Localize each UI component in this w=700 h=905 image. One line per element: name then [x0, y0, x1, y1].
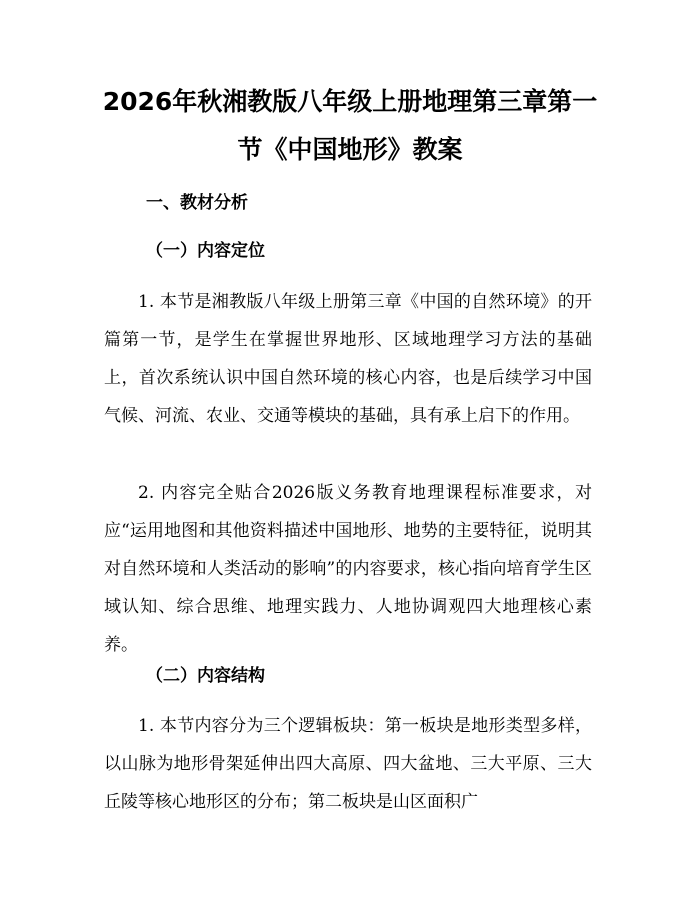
document-title-line-2: 节《中国地形》教案 [237, 135, 463, 164]
subsection-heading-content-structure: （二）内容结构 [146, 666, 265, 686]
subsection-heading-content-positioning: （一）内容定位 [146, 241, 265, 261]
paragraph-2: 2. 内容完全贴合2026版义务教育地理课程标准要求，对应“运用地图和其他资料描述中国地形、地势的主要特征，说明其对自然环境和人类活动的影响”的内容要求，核心指向培育学生区域认知、综合思维、地理实践力、人地协调观四大地理核心素养。 [104, 483, 592, 655]
section-heading-teaching-material-analysis: 一、教材分析 [146, 193, 248, 213]
paragraph-1: 1. 本节是湘教版八年级上册第三章《中国的自然环境》的开篇第一节，是学生在掌握世界地形、区域地理学习方法的基础上，首次系统认识中国自然环境的核心内容，也是后续学习中国气候、河流、农业、交通等模块的基础，具有承上启下的作用。 [104, 292, 592, 426]
document-title-line-1: 2026年秋湘教版八年级上册地理第三章第一 [102, 87, 598, 116]
paragraph-3: 1. 本节内容分为三个逻辑板块：第一板块是地形类型多样，以山脉为地形骨架延伸出四大高原、四大盆地、三大平原、三大丘陵等核心地形区的分布；第二板块是山区面积广 [104, 716, 592, 812]
